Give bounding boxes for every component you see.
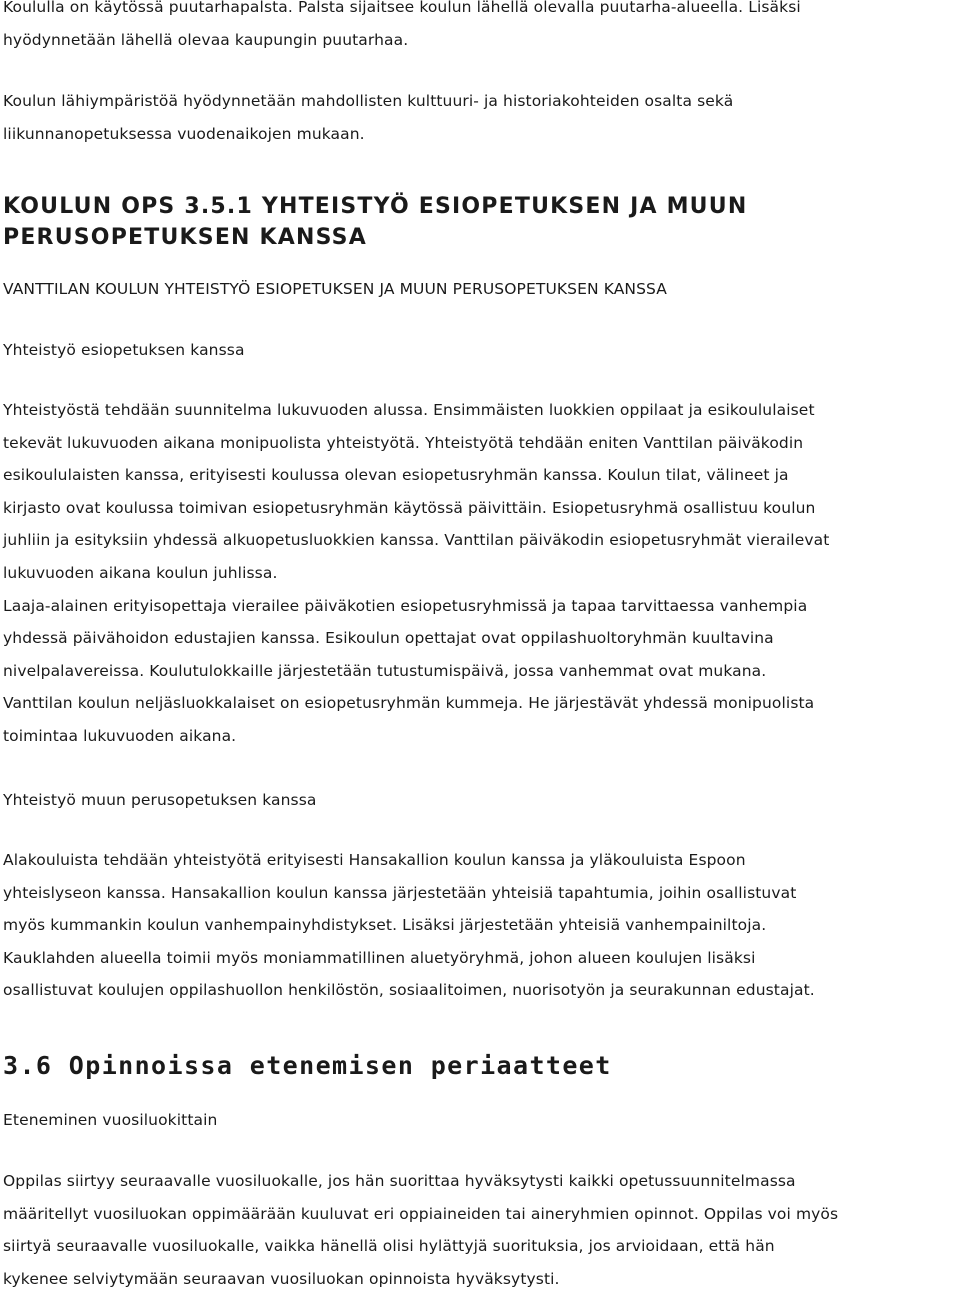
muu-perusopetus-title: Yhteistyö muun perusopetuksen kanssa (3, 791, 317, 809)
intro-paragraph-garden: Koululla on käytössä puutarhapalsta. Palsta sijaitsee koulun lähellä olevalla puutarha-alueella. Lisäksi hyödynnetään lähellä olevaa kaupungin puutarhaa. (3, 0, 801, 49)
section-36-heading: 3.6 Opinnoissa etenemisen periaatteet (3, 1051, 612, 1080)
section-36-body: Oppilas siirtyy seuraavalle vuosiluokalle, jos hän suorittaa hyväksytysti kaikki opetussuunnitelmassa määritellyt vuosiluokan oppimäärään kuuluvat eri oppiaineiden tai aineryhmien opinnot. Oppilas voi myös siirtyä seuraavalle vuosiluokalle, vaikka hänellä olisi hylättyjä suorituksia, jos arvioidaan, että hän kykenee selviytymään seuraavan vuosiluokan opinnoista hyväksytysti. (3, 1172, 839, 1288)
esiopetus-title: Yhteistyö esiopetuksen kanssa (3, 341, 245, 359)
intro-paragraph-environment: Koulun lähiympäristöä hyödynnetään mahdollisten kulttuuri- ja historiakohteiden osalta sekä liikunnanopetuksessa vuodenaikojen mukaan. (3, 92, 734, 143)
muu-perusopetus-body: Alakouluista tehdään yhteistyötä erityisesti Hansakallion koulun kanssa ja yläkouluista Espoon yhteislyseon kanssa. Hansakallion koulun kanssa järjestetään yhteisiä tapahtumia, joihin osallistuvat myös kummankin koulun vanhempainyhdistykset. Lisäksi järjestetään yhteisiä vanhempainiltoja. Kauklahden alueella toimii myös moniammatillinen aluetyöryhmä, johon alueen koulujen lisäksi osallistuvat koulujen oppilashuollon henkilöstön, sosiaalitoimen, nuorisotyön ja seurakunnan edustajat. (3, 851, 815, 1000)
section-36-subheading: Eteneminen vuosiluokittain (3, 1111, 218, 1129)
section-ops-subheading: VANTTILAN KOULUN YHTEISTYÖ ESIOPETUKSEN JA MUUN PERUSOPETUKSEN KANSSA (3, 280, 667, 298)
esiopetus-body: Yhteistyöstä tehdään suunnitelma lukuvuoden alussa. Ensimmäisten luokkien oppilaat ja esikoululaiset tekevät lukuvuoden aikana monipuolista yhteistyötä. Yhteistyötä tehdään eniten Vanttilan päiväkodin esikoululaisten kanssa, erityisesti koulussa olevan esiopetusryhmän kanssa. Koulun tilat, välineet ja kirjasto ovat koulussa toimivan esiopetusryhmän käytössä päivittäin. Esiopetusryhmä osallistuu koulun juhliin ja esityksiin yhdessä alkuopetusluokkien kanssa. Vanttilan päiväkodin esiopetusryhmät vierailevat lukuvuoden aikana koulun juhlissa. Laaja-alainen erityisopettaja vierailee päiväkotien esiopetusryhmissä ja tapaa tarvittaessa vanhempia yhdessä päivähoidon edustajien kanssa. Esikoulun opettajat ovat oppilashuoltoryhmän kuultavina nivelpalavereissa. Koulutulokkaille järjestetään tutustumispäivä, jossa vanhemmat ovat mukana. Vanttilan koulun neljäsluokkalaiset on esiopetusryhmän kummeja. He järjestävät yhdessä monipuolista toimintaa lukuvuoden aikana. (3, 401, 830, 745)
section-ops-heading: KOULUN OPS 3.5.1 YHTEISTYÖ ESIOPETUKSEN JA MUUN PERUSOPETUKSEN KANSSA (3, 194, 748, 250)
